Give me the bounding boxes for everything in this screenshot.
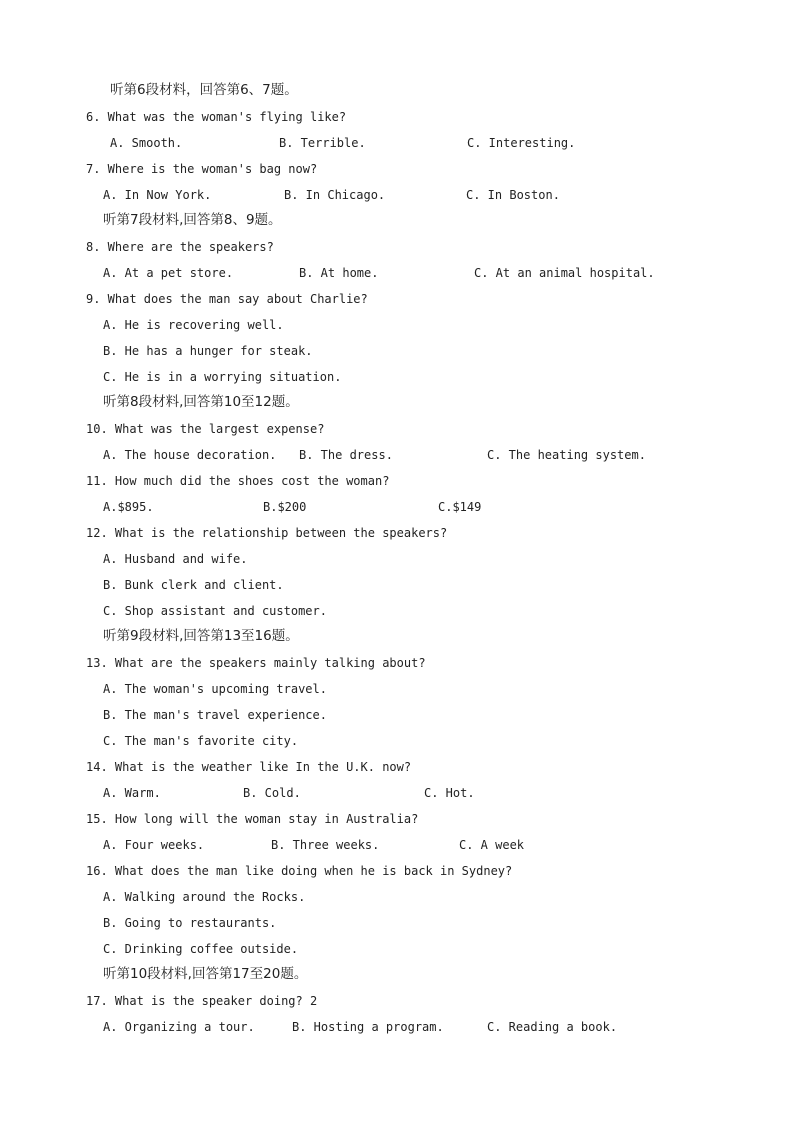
question-15-option-b: B. Three weeks. <box>271 838 380 852</box>
question-15-option-c: C. A week <box>459 838 525 852</box>
question-10-stem: 10. What was the largest expense? <box>86 422 325 436</box>
question-7-option-a: A. In Now York. <box>103 188 212 202</box>
question-7-stem: 7. Where is the woman's bag now? <box>86 162 318 176</box>
question-14-option-b: B. Cold. <box>243 786 301 800</box>
section-heading-8: 听第8段材料,回答第10至12题。 <box>103 394 299 410</box>
question-12-stem: 12. What is the relationship between the speakers? <box>86 526 448 540</box>
question-15-stem: 15. How long will the woman stay in Australia? <box>86 812 419 826</box>
question-12-option-b: B. Bunk clerk and client. <box>103 578 284 592</box>
question-14-stem: 14. What is the weather like In the U.K. now? <box>86 760 412 774</box>
section-heading-6: 听第6段材料，回答第6、7题。 <box>110 82 298 98</box>
question-7-option-c: C. In Boston. <box>466 188 560 202</box>
question-11-option-a: A.$895. <box>103 500 154 514</box>
question-10-option-c: C. The heating system. <box>487 448 646 462</box>
question-6-option-c: C. Interesting. <box>467 136 576 150</box>
question-15-option-a: A. Four weeks. <box>103 838 205 852</box>
question-7-option-b: B. In Chicago. <box>284 188 386 202</box>
question-8-stem: 8. Where are the speakers? <box>86 240 274 254</box>
question-11-stem: 11. How much did the shoes cost the woman? <box>86 474 390 488</box>
section-heading-7: 听第7段材料,回答第8、9题。 <box>103 212 282 228</box>
question-6-option-b: B. Terrible. <box>279 136 366 150</box>
question-12-option-a: A. Husband and wife. <box>103 552 248 566</box>
question-8-option-c: C. At an animal hospital. <box>474 266 655 280</box>
question-16-option-c: C. Drinking coffee outside. <box>103 942 299 956</box>
question-6-option-a: A. Smooth. <box>110 136 183 150</box>
question-13-option-c: C. The man's favorite city. <box>103 734 299 748</box>
question-17-option-b: B. Hosting a program. <box>292 1020 444 1034</box>
question-9-option-c: C. He is in a worrying situation. <box>103 370 342 384</box>
question-9-stem: 9. What does the man say about Charlie? <box>86 292 368 306</box>
question-6-stem: 6. What was the woman's flying like? <box>86 110 347 124</box>
question-9-option-b: B. He has a hunger for steak. <box>103 344 313 358</box>
question-16-option-b: B. Going to restaurants. <box>103 916 277 930</box>
question-11-option-c: C.$149 <box>438 500 482 514</box>
section-heading-10: 听第10段材料,回答第17至20题。 <box>103 966 308 982</box>
question-12-option-c: C. Shop assistant and customer. <box>103 604 327 618</box>
question-13-option-b: B. The man's travel experience. <box>103 708 327 722</box>
question-10-option-a: A. The house decoration. <box>103 448 277 462</box>
question-14-option-a: A. Warm. <box>103 786 161 800</box>
question-16-stem: 16. What does the man like doing when he is back in Sydney? <box>86 864 513 878</box>
question-11-option-b: B.$200 <box>263 500 307 514</box>
question-14-option-c: C. Hot. <box>424 786 475 800</box>
question-17-stem: 17. What is the speaker doing? 2 <box>86 994 318 1008</box>
question-13-stem: 13. What are the speakers mainly talking about? <box>86 656 426 670</box>
section-heading-9: 听第9段材料,回答第13至16题。 <box>103 628 299 644</box>
question-17-option-a: A. Organizing a tour. <box>103 1020 255 1034</box>
question-16-option-a: A. Walking around the Rocks. <box>103 890 306 904</box>
question-8-option-b: B. At home. <box>299 266 379 280</box>
question-8-option-a: A. At a pet store. <box>103 266 234 280</box>
question-13-option-a: A. The woman's upcoming travel. <box>103 682 327 696</box>
question-9-option-a: A. He is recovering well. <box>103 318 284 332</box>
question-17-option-c: C. Reading a book. <box>487 1020 618 1034</box>
question-10-option-b: B. The dress. <box>299 448 393 462</box>
